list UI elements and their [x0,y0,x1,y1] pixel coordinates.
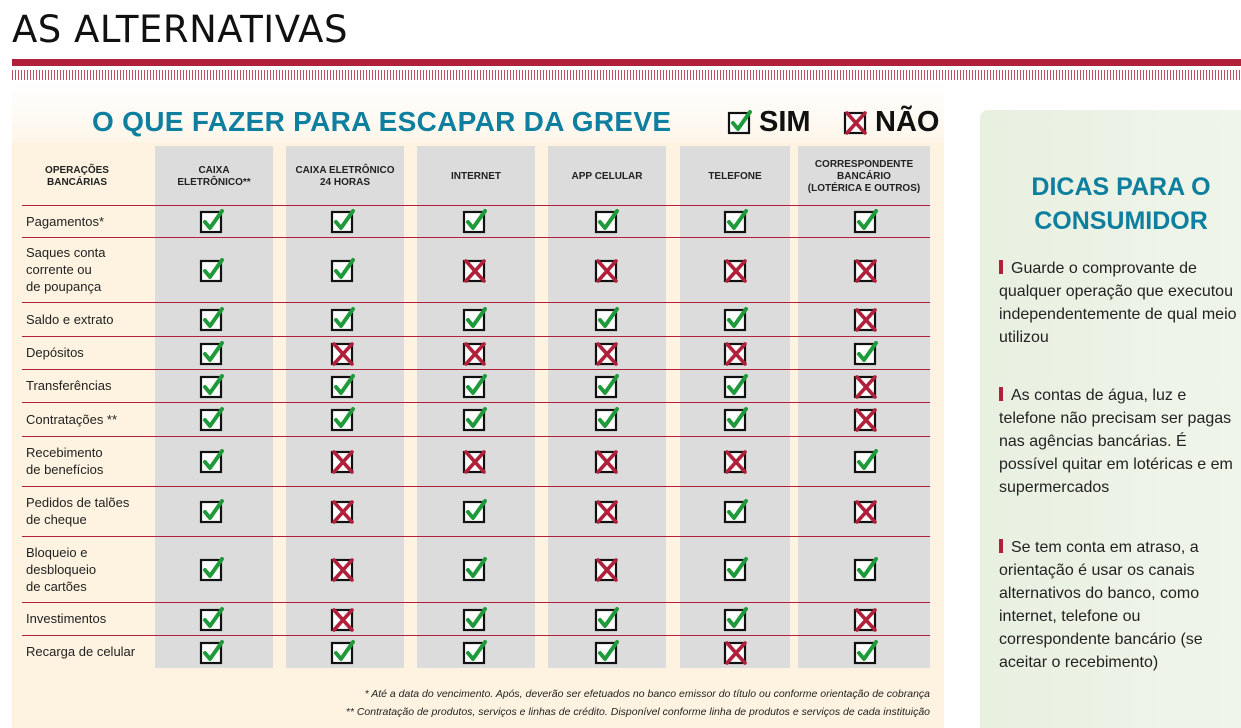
check-icon [199,373,225,399]
bullet-marker [999,539,1003,553]
check-icon [594,406,620,432]
row-header: OPERAÇÕES BANCÁRIAS [45,165,109,188]
legend-no-label: NÃO [875,105,940,138]
footnote-2: ** Contratação de produtos, serviços e linhas de crédito. Disponível conforme linha de produtos e serviços de cada instituição [345,706,930,718]
cross-icon [853,498,879,524]
cross-icon [594,448,620,474]
check-icon [462,306,488,332]
row-divider [22,336,930,337]
check-icon [199,639,225,665]
check-icon [723,306,749,332]
check-icon [594,639,620,665]
row-label: Depósitos [26,345,84,360]
check-icon [594,306,620,332]
row-divider [22,602,930,603]
check-icon [330,257,356,283]
row-label: Transferências [26,378,112,393]
table-subtitle: O QUE FAZER PARA ESCAPAR DA GREVE [92,106,672,137]
check-icon [462,556,488,582]
tip-3 [999,536,1239,674]
cross-icon [843,109,869,135]
check-icon [594,373,620,399]
column-header: INTERNET [451,171,501,182]
cross-icon [853,257,879,283]
bullet-marker [999,387,1003,401]
check-icon [199,257,225,283]
check-icon [853,448,879,474]
legend-no [843,104,939,140]
check-icon [853,340,879,366]
check-icon [199,406,225,432]
main-title: AS ALTERNATIVAS [12,8,348,51]
row-label: Bloqueio e desbloqueio de cartões [26,544,97,594]
row-divider [22,302,930,303]
check-icon [199,306,225,332]
row-divider [22,369,930,370]
cross-icon [330,556,356,582]
row-divider [22,237,930,238]
check-icon [199,208,225,234]
check-icon [723,498,749,524]
row-label: Contratações ** [26,411,118,427]
column-header: CAIXA ELETRÔNICO 24 HORAS [295,165,395,188]
row-label: Recarga de celular [26,644,136,659]
check-icon [330,373,356,399]
footnote-1: * Até a data do vencimento. Após, deverão ser efetuados no banco emissor do título ou conforme orientação de cobrança [364,688,930,700]
check-icon [462,406,488,432]
check-icon [594,208,620,234]
check-icon [727,109,753,135]
cross-icon [853,406,879,432]
cross-icon [462,257,488,283]
check-icon [723,208,749,234]
check-icon [462,373,488,399]
sidebar-title-line: DICAS PARA O CONSUMIDOR [1031,173,1211,235]
cross-icon [330,498,356,524]
cross-icon [462,340,488,366]
row-label: Investimentos [26,611,107,626]
tip-1 [999,257,1239,349]
check-icon [462,498,488,524]
column-header: CORRESPONDENTE BANCÁRIO (LOTÉRICA E OUTROS) [807,159,921,194]
sidebar-title [980,170,1241,238]
row-label: Saques conta corrente ou de poupança [26,245,106,294]
bullet-marker [999,260,1003,274]
check-icon [199,340,225,366]
row-divider [22,402,930,403]
check-icon [723,556,749,582]
check-icon [462,208,488,234]
check-icon [330,306,356,332]
check-icon [723,606,749,632]
row-divider [22,205,930,206]
check-icon [199,448,225,474]
cross-icon [723,448,749,474]
check-icon [723,406,749,432]
tip-3-text: Se tem conta em atraso, a orientação é usar os canais alternativos do banco, como internet, telefone ou correspondente bancário (se aceitar o recebimento) [999,539,1203,671]
check-icon [853,556,879,582]
tip-2 [999,384,1239,499]
check-icon [330,208,356,234]
check-icon [853,208,879,234]
column-header: APP CELULAR [571,171,643,182]
cross-icon [462,448,488,474]
check-icon [330,406,356,432]
cross-icon [853,373,879,399]
cross-icon [853,306,879,332]
cross-icon [330,448,356,474]
legend-yes-label: SIM [759,105,811,138]
row-label: Pagamentos* [26,213,105,229]
cross-icon [594,340,620,366]
cross-icon [723,340,749,366]
cross-icon [594,498,620,524]
cross-icon [853,606,879,632]
row-label: Saldo e extrato [26,311,114,327]
tip-2-text: As contas de água, luz e telefone não precisam ser pagas nas agências bancárias. É possível quitar em lotéricas e em supermercados [999,387,1233,496]
row-label: Recebimento de benefícios [26,445,104,477]
title-divider [12,59,1241,66]
column-header: CAIXA ELETRÔNICO** [177,165,251,188]
tip-1-text: Guarde o comprovante de qualquer operação que executou independentemente de qual meio utilizou [999,260,1237,346]
cross-icon [330,606,356,632]
cross-icon [723,257,749,283]
check-icon [199,556,225,582]
row-divider [22,486,930,487]
cross-icon [594,556,620,582]
cross-icon [594,257,620,283]
cross-icon [330,340,356,366]
check-icon [723,373,749,399]
row-label: Pedidos de talões de cheque [26,495,130,527]
row-divider [22,536,930,537]
check-icon [462,639,488,665]
check-icon [594,606,620,632]
legend-yes [727,104,811,140]
check-icon [462,606,488,632]
row-divider [22,635,930,636]
check-icon [853,639,879,665]
column-header: TELEFONE [708,171,762,182]
check-icon [330,639,356,665]
check-icon [199,498,225,524]
row-divider [22,436,930,437]
cross-icon [723,639,749,665]
check-icon [199,606,225,632]
hatch-divider [12,70,1241,80]
